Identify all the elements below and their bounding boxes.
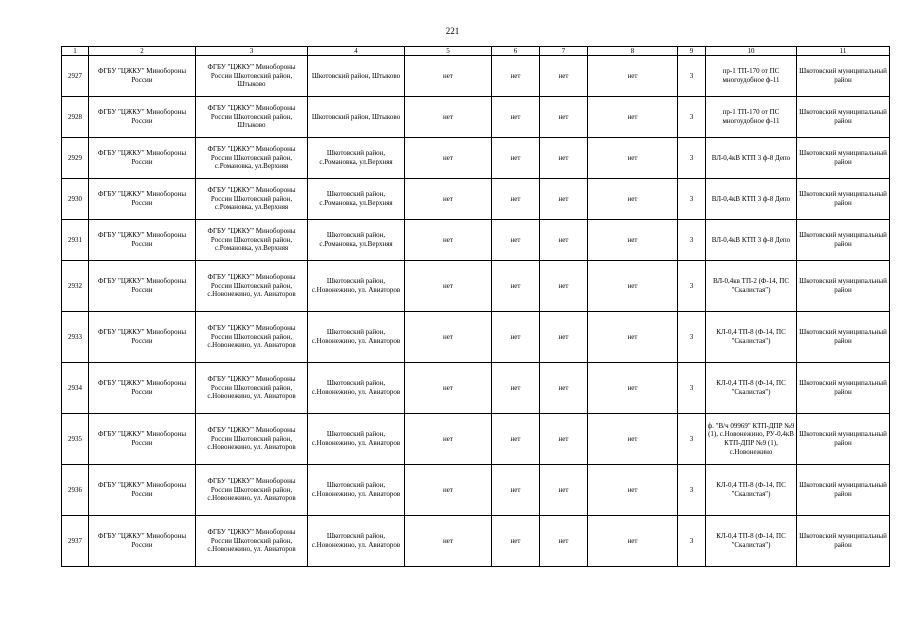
column-header: 7 <box>540 47 588 56</box>
object-cell: ФГБУ "ЦЖКУ" Минобороны России Шкотовский район, с.Романовка, ул.Верхняя <box>196 138 308 179</box>
district-cell: Шкотовский муниципальный район <box>797 220 890 261</box>
power-source-cell: КЛ-0,4 ТП-8 (Ф-14, ПС "Скалистая") <box>706 312 797 363</box>
category-cell: 3 <box>678 465 706 516</box>
column-header: 9 <box>678 47 706 56</box>
value-cell: нет <box>588 220 678 261</box>
column-header: 10 <box>706 47 797 56</box>
table-row <box>62 465 890 516</box>
address-cell: Шкотовский район, Штыково <box>308 56 405 97</box>
value-cell: нет <box>540 363 588 414</box>
table-row <box>62 179 890 220</box>
district-cell: Шкотовский муниципальный район <box>797 97 890 138</box>
object-cell: ФГБУ "ЦЖКУ" Минобороны России Шкотовский район, с.Романовка, ул.Верхняя <box>196 179 308 220</box>
value-cell: нет <box>540 414 588 465</box>
object-cell: ФГБУ "ЦЖКУ" Минобороны России Шкотовский район, с.Новонежино, ул. Авиаторов <box>196 516 308 567</box>
address-cell: Шкотовский район, с.Новонежино, ул. Авиаторов <box>308 363 405 414</box>
district-cell: Шкотовский муниципальный район <box>797 56 890 97</box>
object-cell: ФГБУ "ЦЖКУ" Минобороны России Шкотовский район, с.Романовка, ул.Верхняя <box>196 220 308 261</box>
power-source-cell: КЛ-0,4 ТП-8 (Ф-14, ПС "Скалистая") <box>706 516 797 567</box>
value-cell: нет <box>405 220 492 261</box>
district-cell: Шкотовский муниципальный район <box>797 363 890 414</box>
power-source-cell: ВЛ-0,4кВ КТП 3 ф-8 Депо <box>706 138 797 179</box>
owner-cell: ФГБУ "ЦЖКУ" Минобороны России <box>89 56 196 97</box>
owner-cell: ФГБУ "ЦЖКУ" Минобороны России <box>89 179 196 220</box>
row-number: 2934 <box>62 363 89 414</box>
register-table <box>61 46 890 567</box>
category-cell: 3 <box>678 138 706 179</box>
owner-cell: ФГБУ "ЦЖКУ" Минобороны России <box>89 312 196 363</box>
power-source-cell: КЛ-0,4 ТП-8 (Ф-14, ПС "Скалистая") <box>706 363 797 414</box>
address-cell: Шкотовский район, с.Романовка, ул.Верхняя <box>308 220 405 261</box>
row-number: 2931 <box>62 220 89 261</box>
value-cell: нет <box>588 363 678 414</box>
row-number: 2927 <box>62 56 89 97</box>
power-source-cell: ф. "В/ч 09969" КТП-ДПР №9 (1), с.Новонежино, РУ-0,4кВ КТП-ДПР №9 (1), с.Новонежино <box>706 414 797 465</box>
table-row <box>62 56 890 97</box>
object-cell: ФГБУ "ЦЖКУ" Минобороны России Шкотовский район, Штыково <box>196 97 308 138</box>
value-cell: нет <box>405 56 492 97</box>
table-row <box>62 312 890 363</box>
value-cell: нет <box>588 312 678 363</box>
table-row <box>62 516 890 567</box>
category-cell: 3 <box>678 220 706 261</box>
value-cell: нет <box>540 516 588 567</box>
district-cell: Шкотовский муниципальный район <box>797 138 890 179</box>
value-cell: нет <box>492 414 540 465</box>
table-row <box>62 414 890 465</box>
owner-cell: ФГБУ "ЦЖКУ" Минобороны России <box>89 97 196 138</box>
table-row <box>62 363 890 414</box>
owner-cell: ФГБУ "ЦЖКУ" Минобороны России <box>89 414 196 465</box>
address-cell: Шкотовский район, с.Романовка, ул.Верхняя <box>308 179 405 220</box>
category-cell: 3 <box>678 516 706 567</box>
district-cell: Шкотовский муниципальный район <box>797 261 890 312</box>
address-cell: Шкотовский район, Штыково <box>308 97 405 138</box>
value-cell: нет <box>405 363 492 414</box>
value-cell: нет <box>588 138 678 179</box>
category-cell: 3 <box>678 261 706 312</box>
table-row <box>62 97 890 138</box>
column-header: 11 <box>797 47 890 56</box>
row-number: 2935 <box>62 414 89 465</box>
row-number: 2937 <box>62 516 89 567</box>
table-row <box>62 220 890 261</box>
header-row <box>62 47 890 56</box>
district-cell: Шкотовский муниципальный район <box>797 312 890 363</box>
value-cell: нет <box>492 138 540 179</box>
value-cell: нет <box>492 220 540 261</box>
owner-cell: ФГБУ "ЦЖКУ" Минобороны России <box>89 516 196 567</box>
table-row <box>62 261 890 312</box>
value-cell: нет <box>492 56 540 97</box>
object-cell: ФГБУ "ЦЖКУ" Минобороны России Шкотовский район, с.Новонежино, ул. Авиаторов <box>196 261 308 312</box>
value-cell: нет <box>588 56 678 97</box>
value-cell: нет <box>540 220 588 261</box>
value-cell: нет <box>405 312 492 363</box>
object-cell: ФГБУ "ЦЖКУ" Минобороны России Шкотовский район, с.Новонежино, ул. Авиаторов <box>196 465 308 516</box>
district-cell: Шкотовский муниципальный район <box>797 414 890 465</box>
owner-cell: ФГБУ "ЦЖКУ" Минобороны России <box>89 465 196 516</box>
value-cell: нет <box>588 97 678 138</box>
value-cell: нет <box>588 261 678 312</box>
value-cell: нет <box>405 465 492 516</box>
power-source-cell: ВЛ-0,4кВ КТП 3 ф-8 Депо <box>706 179 797 220</box>
value-cell: нет <box>492 312 540 363</box>
value-cell: нет <box>492 261 540 312</box>
value-cell: нет <box>405 516 492 567</box>
value-cell: нет <box>540 97 588 138</box>
row-number: 2936 <box>62 465 89 516</box>
value-cell: нет <box>540 312 588 363</box>
value-cell: нет <box>540 179 588 220</box>
category-cell: 3 <box>678 363 706 414</box>
owner-cell: ФГБУ "ЦЖКУ" Минобороны России <box>89 261 196 312</box>
object-cell: ФГБУ "ЦЖКУ" Минобороны России Шкотовский район, с.Новонежино, ул. Авиаторов <box>196 312 308 363</box>
value-cell: нет <box>588 465 678 516</box>
owner-cell: ФГБУ "ЦЖКУ" Минобороны России <box>89 220 196 261</box>
object-cell: ФГБУ "ЦЖКУ" Минобороны России Шкотовский район, с.Новонежино, ул. Авиаторов <box>196 414 308 465</box>
value-cell: нет <box>492 465 540 516</box>
owner-cell: ФГБУ "ЦЖКУ" Минобороны России <box>89 138 196 179</box>
owner-cell: ФГБУ "ЦЖКУ" Минобороны России <box>89 363 196 414</box>
object-cell: ФГБУ "ЦЖКУ" Минобороны России Шкотовский район, Штыково <box>196 56 308 97</box>
power-source-cell: ВЛ-0,4кВ КТП 3 ф-8 Депо <box>706 220 797 261</box>
table-row <box>62 138 890 179</box>
address-cell: Шкотовский район, с.Новонежино, ул. Авиаторов <box>308 312 405 363</box>
power-source-cell: пр-1 ТП-170 от ПС многоудобное ф-11 <box>706 56 797 97</box>
value-cell: нет <box>492 179 540 220</box>
address-cell: Шкотовский район, с.Новонежино, ул. Авиаторов <box>308 414 405 465</box>
value-cell: нет <box>540 56 588 97</box>
category-cell: 3 <box>678 179 706 220</box>
power-source-cell: ВЛ-0,4кв ТП-2 (Ф-14, ПС "Скалистая") <box>706 261 797 312</box>
value-cell: нет <box>405 261 492 312</box>
column-header: 3 <box>196 47 308 56</box>
column-header: 4 <box>308 47 405 56</box>
column-header: 5 <box>405 47 492 56</box>
value-cell: нет <box>492 516 540 567</box>
row-number: 2932 <box>62 261 89 312</box>
category-cell: 3 <box>678 56 706 97</box>
row-number: 2929 <box>62 138 89 179</box>
column-header: 8 <box>588 47 678 56</box>
address-cell: Шкотовский район, с.Романовка, ул.Верхняя <box>308 138 405 179</box>
column-header: 1 <box>62 47 89 56</box>
district-cell: Шкотовский муниципальный район <box>797 179 890 220</box>
value-cell: нет <box>588 516 678 567</box>
object-cell: ФГБУ "ЦЖКУ" Минобороны России Шкотовский район, с.Новонежино, ул. Авиаторов <box>196 363 308 414</box>
value-cell: нет <box>405 97 492 138</box>
category-cell: 3 <box>678 97 706 138</box>
value-cell: нет <box>540 261 588 312</box>
power-source-cell: пр-1 ТП-170 от ПС многоудобное ф-11 <box>706 97 797 138</box>
value-cell: нет <box>405 138 492 179</box>
address-cell: Шкотовский район, с.Новонежино, ул. Авиаторов <box>308 261 405 312</box>
page-number: 221 <box>445 26 460 36</box>
district-cell: Шкотовский муниципальный район <box>797 516 890 567</box>
row-number: 2930 <box>62 179 89 220</box>
power-source-cell: КЛ-0,4 ТП-8 (Ф-14, ПС "Скалистая") <box>706 465 797 516</box>
value-cell: нет <box>492 97 540 138</box>
value-cell: нет <box>492 363 540 414</box>
value-cell: нет <box>540 465 588 516</box>
category-cell: 3 <box>678 312 706 363</box>
row-number: 2933 <box>62 312 89 363</box>
address-cell: Шкотовский район, с.Новонежино, ул. Авиаторов <box>308 465 405 516</box>
column-header: 6 <box>492 47 540 56</box>
value-cell: нет <box>588 414 678 465</box>
column-header: 2 <box>89 47 196 56</box>
address-cell: Шкотовский район, с.Новонежино, ул. Авиаторов <box>308 516 405 567</box>
value-cell: нет <box>405 179 492 220</box>
category-cell: 3 <box>678 414 706 465</box>
value-cell: нет <box>588 179 678 220</box>
value-cell: нет <box>540 138 588 179</box>
district-cell: Шкотовский муниципальный район <box>797 465 890 516</box>
value-cell: нет <box>405 414 492 465</box>
row-number: 2928 <box>62 97 89 138</box>
